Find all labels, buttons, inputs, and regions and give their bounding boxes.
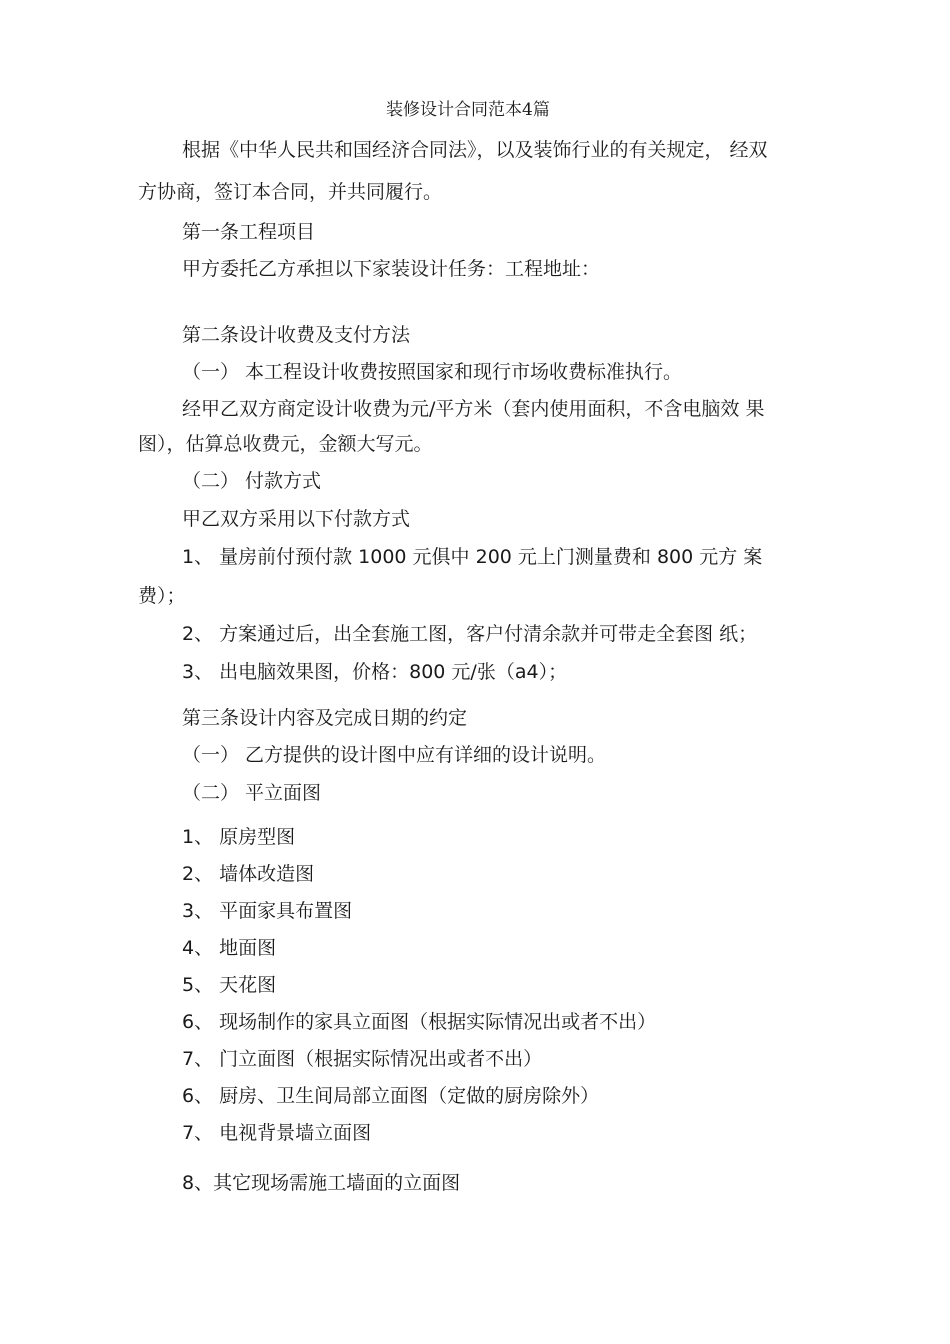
drawing-list-item: 7、 电视背景墙立面图 <box>182 1122 372 1144</box>
payment-item-2: 2、 方案通过后，出全套施工图，客户付清余款并可带走全套图 纸； <box>182 623 758 645</box>
intro-paragraph-line-1: 根据《中华人民共和国经济合同法》，以及装饰行业的有关规定， 经双 <box>182 139 768 161</box>
drawing-list-item: 2、 墙体改造图 <box>182 863 315 885</box>
payment-item-1-line-1: 1、 量房前付预付款 1000 元俱中 200 元上门测量费和 800 元方 案 <box>182 546 763 568</box>
drawing-list-item: 6、 现场制作的家具立面图（根据实际情况出或者不出） <box>182 1011 657 1033</box>
article-1-body: 甲方委托乙方承担以下家装设计任务：工程地址： <box>182 258 601 280</box>
payment-intro: 甲乙双方采用以下付款方式 <box>182 508 411 530</box>
article-2-item-1: （一） 本工程设计收费按照国家和现行市场收费标准执行。 <box>182 361 683 383</box>
drawing-list-item: 5、 天花图 <box>182 974 277 996</box>
drawing-list-item: 1、 原房型图 <box>182 826 296 848</box>
drawing-list-last-item: 8、其它现场需施工墙面的立面图 <box>182 1172 461 1194</box>
intro-paragraph-line-2: 方协商，签订本合同，并共同履行。 <box>138 181 443 203</box>
payment-item-1-line-2: 费）； <box>138 585 186 607</box>
article-2-fee-line-1: 经甲乙双方商定设计收费为元/平方米（套内使用面积，不含电脑效 果 <box>182 398 765 420</box>
drawing-list-item: 6、 厨房、卫生间局部立面图（定做的厨房除外） <box>182 1085 600 1107</box>
article-3-heading: 第三条设计内容及完成日期的约定 <box>182 707 468 729</box>
payment-item-3: 3、 出电脑效果图，价格：800 元/张（a4）； <box>182 661 568 683</box>
article-1-heading: 第一条工程项目 <box>182 221 316 243</box>
article-2-heading: 第二条设计收费及支付方法 <box>182 324 411 346</box>
article-2-fee-line-2: 图），估算总收费元，金额大写元。 <box>138 433 433 455</box>
drawing-list-item: 4、 地面图 <box>182 937 277 959</box>
article-2-item-2: （二） 付款方式 <box>182 470 322 492</box>
document-title: 装修设计合同范本4篇 <box>386 100 550 120</box>
article-3-item-1: （一） 乙方提供的设计图中应有详细的设计说明。 <box>182 744 607 766</box>
drawing-list-item: 3、 平面家具布置图 <box>182 900 353 922</box>
drawing-list-item: 7、 门立面图（根据实际情况出或者不出） <box>182 1048 543 1070</box>
article-3-item-2: （二） 平立面图 <box>182 782 322 804</box>
